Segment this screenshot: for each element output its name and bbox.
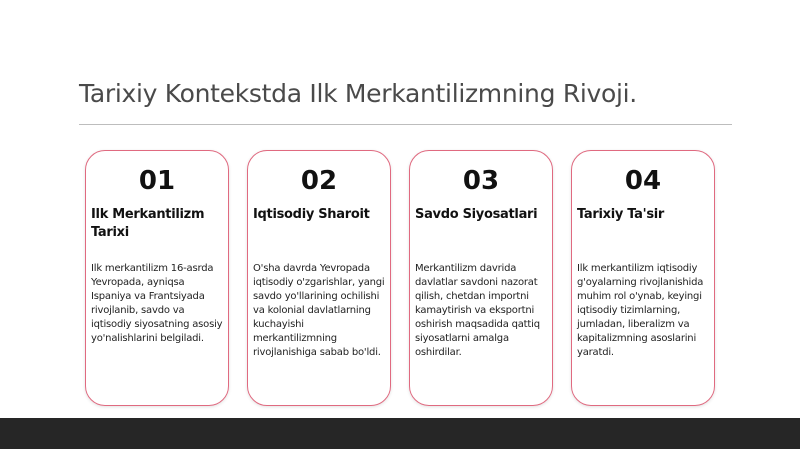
- card-1: [85, 150, 229, 406]
- card-heading: Iqtisodiy Sharoit: [253, 207, 370, 222]
- footer-bar: [0, 418, 800, 449]
- card-body: Ilk merkantilizm iqtisodiy g'oyalarning rivojlanishida muhim rol o'ynab, keyingi iqtisodiy tizimlarning, jumladan, liberalizm va kapitalizmning asoslarini yaratdi.: [577, 263, 704, 358]
- card-number: 03: [462, 166, 500, 196]
- card-heading: Savdo Siyosatlari: [415, 207, 538, 222]
- title-divider: [79, 124, 732, 125]
- card-number: 04: [624, 166, 662, 196]
- card-heading: Ilk Merkantilizm Tarixi: [91, 207, 205, 240]
- card-3: [409, 150, 553, 406]
- card-heading: Tarixiy Ta'sir: [577, 207, 665, 222]
- card-4: [571, 150, 715, 406]
- card-number: 01: [138, 166, 176, 196]
- card-2: [247, 150, 391, 406]
- card-number: 02: [300, 166, 338, 196]
- card-body: Merkantilizm davrida davlatlar savdoni nazorat qilish, chetdan importni kamaytirish va eksportni oshirish maqsadida qattiq siyosatlarni amalga oshirdilar.: [415, 263, 540, 358]
- card-body: O'sha davrda Yevropada iqtisodiy o'zgarishlar, yangi savdo yo'llarining ochilishi va kolonial davlatlarning kuchayishi merkantilizmning rivojlanishiga sabab bo'ldi.: [253, 263, 385, 358]
- slide-title: Tarixiy Kontekstda Ilk Merkantilizmning Rivoji.: [79, 79, 637, 108]
- card-body: Ilk merkantilizm 16-asrda Yevropada, ayniqsa Ispaniya va Frantsiyada rivojlanib, savdo va iqtisodiy siyosatning asosiy yo'nalishlarini belgiladi.: [91, 263, 223, 344]
